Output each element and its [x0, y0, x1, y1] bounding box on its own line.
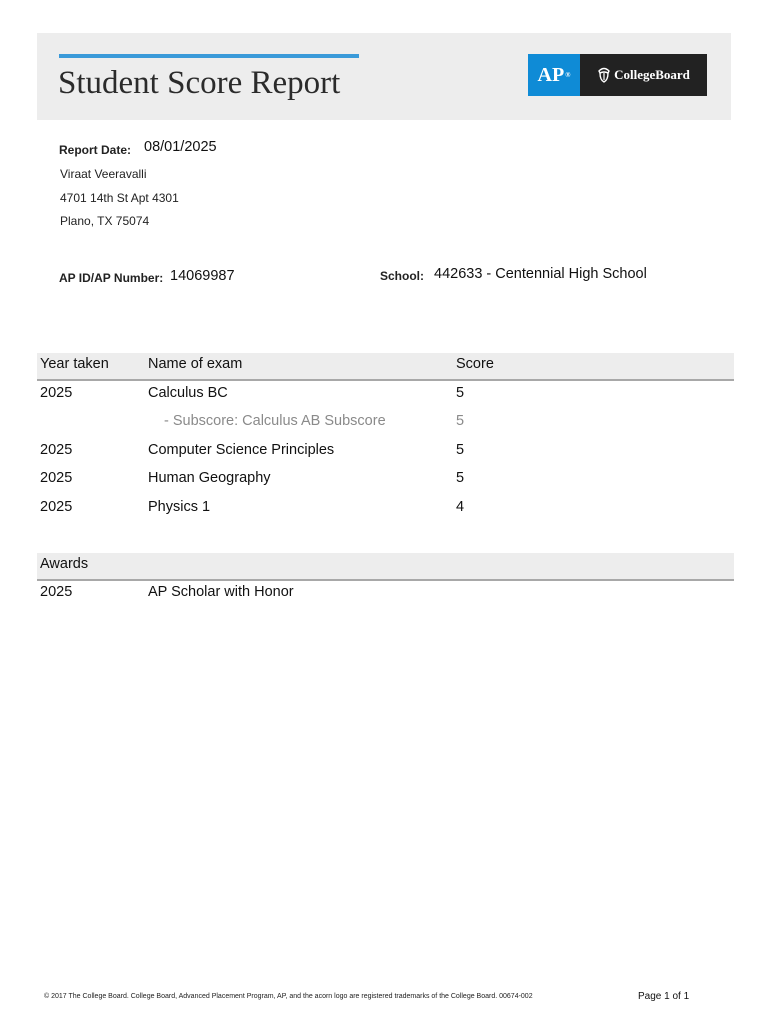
ap-collegeboard-logo [528, 54, 707, 96]
column-header-exam: Name of exam [148, 356, 243, 372]
exam-name: Calculus BC [148, 385, 228, 401]
student-name: Viraat Veeravalli [60, 167, 147, 181]
exam-name: Computer Science Principles [148, 442, 335, 458]
exam-year: 2025 [40, 385, 73, 401]
ap-logo [528, 54, 580, 96]
column-header-score: Score [456, 356, 494, 372]
awards-table-header [37, 553, 734, 581]
ap-id-value: 14069987 [170, 268, 235, 284]
exam-name: Human Geography [148, 470, 271, 486]
page-title: Student Score Report [58, 65, 341, 101]
ap-logo-mark: ® [565, 71, 571, 79]
report-date-value: 08/01/2025 [144, 139, 217, 155]
exam-name: Physics 1 [148, 499, 211, 515]
acorn-icon [597, 67, 611, 83]
school-label: School: [380, 269, 424, 283]
collegeboard-logo-text: CollegeBoard [614, 67, 690, 82]
column-header-year: Year taken [40, 356, 109, 372]
ap-logo-text: AP [537, 63, 565, 86]
address-line-1: 4701 14th St Apt 4301 [60, 191, 179, 205]
school-value: 442633 - Centennial High School [434, 266, 647, 282]
exam-year: 2025 [40, 442, 73, 458]
award-year: 2025 [40, 584, 73, 600]
exam-year: 2025 [40, 499, 73, 515]
address-line-2: Plano, TX 75074 [60, 214, 150, 228]
exam-score: 5 [456, 470, 465, 486]
exam-score: 4 [456, 499, 465, 515]
header-accent-rule [59, 54, 359, 58]
report-date-label: Report Date: [59, 143, 132, 157]
subscore-name: - Subscore: Calculus AB Subscore [164, 413, 386, 429]
exam-year: 2025 [40, 470, 73, 486]
page-number: Page 1 of 1 [638, 991, 690, 1002]
exam-score: 5 [456, 442, 465, 458]
report-header [37, 33, 731, 120]
award-name: AP Scholar with Honor [148, 584, 294, 600]
ap-id-label: AP ID/AP Number: [59, 271, 164, 285]
copyright-notice: © 2017 The College Board. College Board, Advanced Placement Program, AP, and the acorn logo are registered trademarks of the College Board. 00674-002 [44, 993, 533, 1000]
subscore-score: 5 [456, 413, 465, 429]
exam-score: 5 [456, 385, 465, 401]
awards-header: Awards [40, 556, 89, 572]
collegeboard-logo [580, 54, 707, 96]
exams-table-header [37, 353, 734, 381]
